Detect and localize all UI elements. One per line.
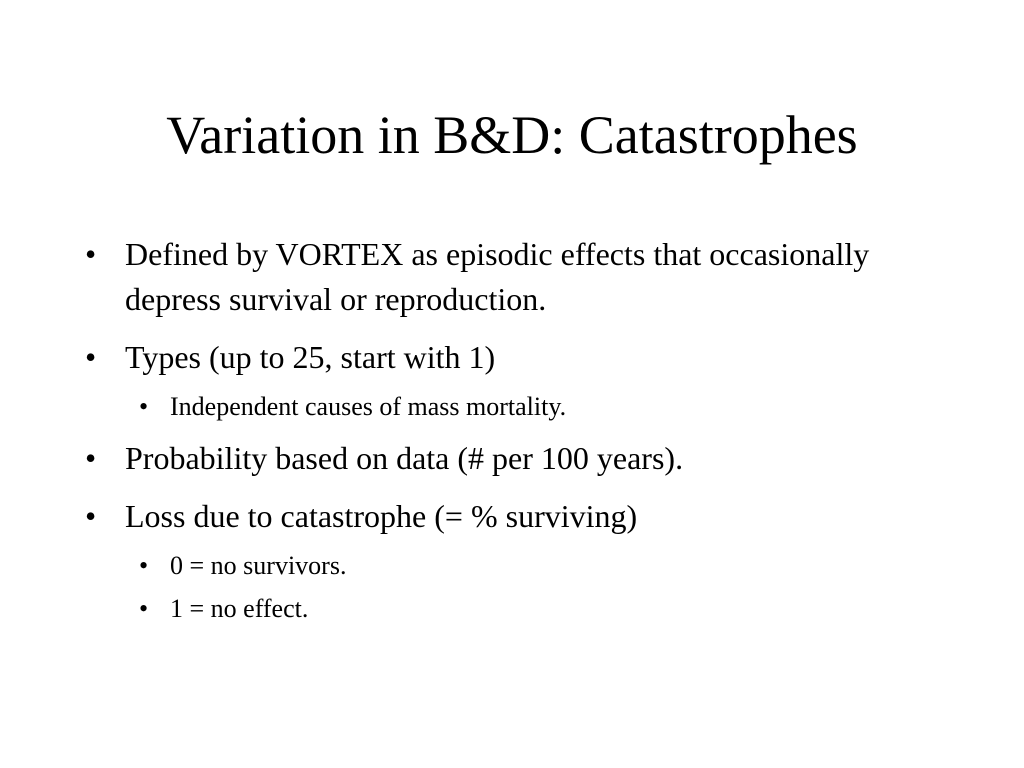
- bullet-marker: •: [85, 339, 97, 375]
- sub-bullet-item: [139, 590, 965, 628]
- sub-bullet-item: [139, 547, 965, 585]
- bullet-list: [85, 232, 965, 638]
- bullet-marker: •: [85, 440, 97, 476]
- bullet-item: [85, 494, 965, 539]
- bullet-text: Probability based on data (# per 100 years).: [125, 440, 684, 476]
- bullet-marker: •: [85, 498, 97, 534]
- bullet-item: [85, 335, 965, 380]
- sub-bullet-marker: •: [139, 594, 149, 623]
- slide-title: Variation in B&D: Catastrophes: [166, 105, 858, 165]
- sub-bullet-item: [139, 388, 965, 426]
- sub-bullet-text: 1 = no effect.: [170, 594, 309, 623]
- sub-bullet-marker: •: [139, 551, 149, 580]
- bullet-text: Defined by VORTEX as episodic effects that occasionally depress survival or reproduction.: [125, 236, 870, 317]
- bullet-text: Loss due to catastrophe (= % surviving): [125, 498, 638, 534]
- bullet-marker: •: [85, 236, 97, 272]
- sub-bullet-text: Independent causes of mass mortality.: [170, 392, 567, 421]
- bullet-item: [85, 436, 965, 481]
- bullet-text: Types (up to 25, start with 1): [125, 339, 496, 375]
- sub-bullet-marker: •: [139, 392, 149, 421]
- sub-bullet-text: 0 = no survivors.: [170, 551, 347, 580]
- bullet-item: [85, 232, 965, 322]
